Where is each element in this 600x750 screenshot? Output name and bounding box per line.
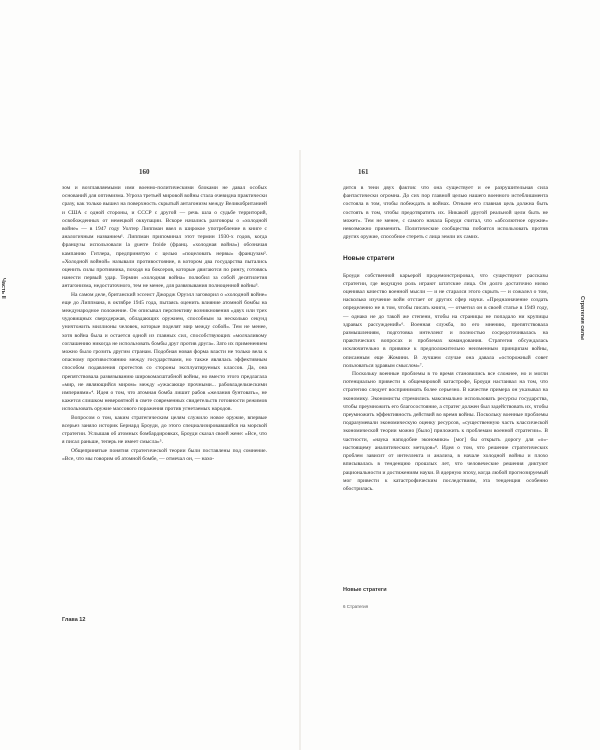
right-text-column — [343, 184, 548, 493]
left-page-number: 160 — [139, 168, 150, 176]
right-paragraph-1: Броуди собственной карьерой продемонстрировал, что существуют рассказы стратегии, где ведущую роль играют штатские лица. Он долго достаточно низко оценивал качество военной мысли — и не старался этого скрыть — и сожалел о том, насколько изучение войн отстает от других сфер науки. «Предназначение создать определенно не в том, чтобы писать книги, — отметил он в своей статье в 1949 году, — однако не до такой же степени, чтобы на страницы не попадало ни крупицы здравых рассуждений»⁶. Военная служба, по его мнению, препятствовала размышлениям, подготовка интеллект и полностью сосредоточивалась на практических вопросах и проблемах командования. Стратегия обсуждалась исключительно в привязке к предположительно неизменным принципам войны, описанным еще Жомини. В лучшем случае она давала «осторожный совет пользоваться здравым смыслом»⁷. — [343, 272, 548, 369]
left-running-footer: Глава 12 — [62, 617, 86, 623]
right-bottom-note: 6 Стратегия — [343, 604, 369, 609]
section-heading: Новые стратеги — [343, 255, 395, 263]
left-paragraph-2: На самом деле, британский эссеист Джордж Оруэлл заговорил о «холодной войне» еще до Липпмана, в октябре 1945 года, пытаясь оценить влияние атомной бомбы на международное положение. Он описывал перспективу возникновения «двух или трех чудовищных сверхдержав, обладающих оружием, способным за несколько секунд уничтожить миллионы человек, которые поделят мир между собой». Тем не менее, хотя война была и остается одной из главных сил, способствующих «молчаливому соглашению никогда не использовать бомбы друг против друга». Зато их применением можно было грозить другим странам. Подобная новая форма власти не только вела к опасному противостоянию между государствами, но также являлась эффективным способом подавления протестов со стороны эксплуатируемых классов. Да, она препятствовала развязыванию широкомасштабной войны, но вместо этого предлагала «мир, не являющийся миром» между «ужасающе прочными... рабовладельческими империями»⁴. Идея о том, что атомная бомба лишит рабов «желания бунтовать», не кажется слишком невероятной в свете современных свидетельств готовности режимов использовать оружие массового поражения против угнетаемых народов. — [62, 291, 267, 413]
right-paragraph-2: Поскольку военные проблемы в то время становились все сложнее, но и могли потенциально привести к общемировой катастрофе, Броуди настаивал на том, что стратегию следует воспринимать более серьезно. В качестве примера он указывал на экономику. Экономисты стремились максимально использовать ресурсы государства, чтобы преумножить его благосостояние, а стратег должен был задействовать их, чтобы преумножить эффективность действий во время войны. Поскольку военные проблемы подразумевали экономическую оценку ресурсов, «существенную часть классической экономической теории можно [было] приложить к проблемам военной стратегии». В частности, «наука наподобие экономики» [мог] бы открыть дорогу для «о»-настоящему аналитических методов»⁸. Идея о том, что решение стратегических проблем зависит от интеллекта и анализа, в начале холодной войны и плохо вписывалась в тенденцию прошлых лет, что человеческие решения диктуют рациональности и достижениям науки. В ядерную эпоху, когда любой прогнозируемый мог привести к катастрофическим последствиям, эта тенденция особенно обострилась. — [343, 371, 548, 492]
left-paragraph-4: Общепринятые понятия стратегической теории были поставлены под сомнение. «Все, что мы говорим об атомной бомбе, — отмечал он, — нахо- — [62, 447, 267, 462]
left-text-column — [62, 184, 267, 463]
left-side-label: Часть II — [0, 278, 6, 299]
right-page-number: 161 — [358, 168, 369, 176]
book-gutter — [299, 150, 301, 750]
left-paragraph-1: зом и возглавляемыми ими военно-политическими блоками не давал особых оснований для оптимизма. Угроза третьей мировой войны стала очевидна практически сразу, как только вышел на поверхность скрытый антагонизм между Великобританией и США с одной стороны, и СССР с другой — речь шла о судьбе территорий, освобожденных от немецкой оккупации. Вскоре начались разговоры о «холодной войне» — в 1947 году Уолтер Липпман ввел в широкое употребление в книге с аналогичным названием¹. Липпман припоминал этот термин 1930-х годов, когда французы использовали la guerre froide (франц. «холодная война») обозначая кампанию Гитлера, предпринятую с целью «поцеловать нервы» французам². «Холодной войной» называли противостояние, в котором два государства пытались оценить силы противника, походя на боксеров, которые двигаются по рингу, готовясь нанести первый удар. Термин «холодная война» полюбил за собой десятилетия антагонизма, недостаточного, тем не менее, для развязывания полноценной войны³. — [62, 185, 267, 290]
left-paragraph-3: Вопросом о том, каким стратегическим целям служило новое оружие, впервые всерьез заняло историк Бернард Броуди, до этого специализировавшийся на морской стратегии. Услышав об атомных бомбардировках, Броуди сказал своей жене: «Все, что я писал раньше, теперь не имеет смысла»⁵. — [62, 414, 267, 446]
right-side-label: Стратегия силы — [579, 296, 585, 340]
right-running-footer: Новые стратеги — [343, 587, 387, 593]
right-top-paragraph: дится в тени двух фактов: что она существует и ее разрушительная сила фантастически огромна. До сих пор главной целью нашего военного истеблишмента состояла в том, чтобы побеждать в войнах. Отныне его главная цель должна быть состоять в том, чтобы предотвратить их. Никакой другой реальной цели быть не может». Тем не менее, с самого начала Броуди считал, что «абсолютное оружие» невозможно применить. Политические сообщества побоятся использовать против других оружие, способное стереть с лица земли их самих. — [343, 185, 548, 241]
